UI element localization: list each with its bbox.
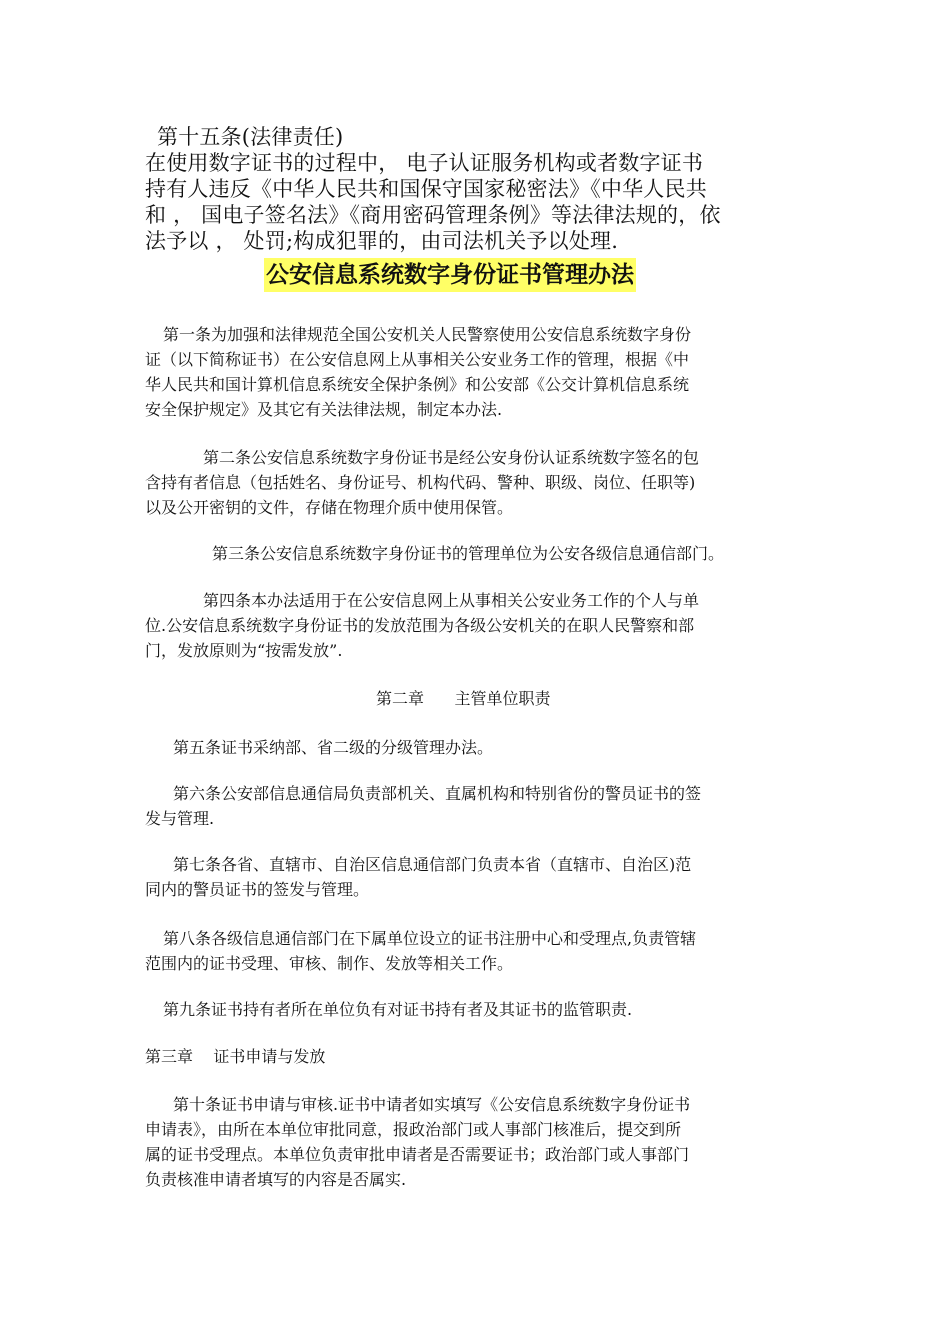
text-line: 发与管理. xyxy=(145,809,215,828)
article-1 xyxy=(163,322,691,347)
text-line: 第三条公安信息系统数字身份证书的管理单位为公安各级信息通信部门。 xyxy=(212,544,725,563)
text-line: 范围内的证书受理、审核、制作、发放等相关工作。 xyxy=(145,954,514,973)
article-2-cont xyxy=(145,470,695,520)
article-8-cont xyxy=(145,951,513,976)
article-9 xyxy=(163,997,632,1022)
text-line: 和 ， 国电子签名法》《商用密码管理条例》等法律法规的，依 xyxy=(145,203,721,227)
article-4-cont xyxy=(145,613,694,663)
text-line: 第十条证书申请与审核.证书中请者如实填写《公安信息系统数字身份证书 xyxy=(173,1095,691,1114)
article-10-cont xyxy=(145,1117,689,1192)
text-line: 法予以 ， 处罚;构成犯罪的，由司法机关予以处理. xyxy=(145,229,619,253)
text-line: 证（以下简称证书）在公安信息网上从事相关公安业务工作的管理，根据《中 xyxy=(145,350,690,369)
text-line: 第八条各级信息通信部门在下属单位设立的证书注册中心和受理点,负责管辖 xyxy=(163,929,697,948)
text-line: 第五条证书采纳部、省二级的分级管理办法。 xyxy=(173,738,494,757)
article-6 xyxy=(173,781,701,806)
text-line: 含持有者信息（包括姓名、身份证号、机构代码、警种、职级、岗位、任职等) xyxy=(145,473,696,492)
text-line: 第六条公安部信息通信局负责部机关、直属机构和特别省份的警员证书的签 xyxy=(173,784,702,803)
article-8 xyxy=(163,926,696,951)
text-line: 在使用数字证书的过程中， 电子认证服务机构或者数字证书 xyxy=(145,151,704,175)
article-3 xyxy=(212,541,724,566)
article-7-cont xyxy=(145,877,369,902)
chapter-3-heading: 第三章 证书申请与发放 xyxy=(145,1047,326,1066)
text-line: 第四条本办法适用于在公安信息网上从事相关公安业务工作的个人与单 xyxy=(203,591,700,610)
article-6-cont xyxy=(145,806,214,831)
text-line: 位.公安信息系统数字身份证书的发放范围为各级公安机关的在职人民警察和部 xyxy=(145,616,695,635)
text-line: 华人民共和国计算机信息系统安全保护条例》和公安部《公交计算机信息系统 xyxy=(145,375,690,394)
text-line: 负责核准申请者填写的内容是否属实. xyxy=(145,1170,407,1189)
text-line: 以及公开密钥的文件，存储在物理介质中使用保管。 xyxy=(145,498,514,517)
text-line: 第一条为加强和法律规范全国公安机关人民警察使用公安信息系统数字身份 xyxy=(163,325,692,344)
text-line: 门，发放原则为“按需发放”. xyxy=(145,641,343,660)
text-line: 第九条证书持有者所在单位负有对证书持有者及其证书的监管职责. xyxy=(163,1000,633,1019)
article-15-heading: 第十五条(法律责任) xyxy=(157,125,344,149)
text-line: 第二条公安信息系统数字身份证书是经公安身份认证系统数字签名的包 xyxy=(203,448,700,467)
document-title: 公安信息系统数字身份证书管理办法 xyxy=(264,258,636,292)
text-line: 申请表》，由所在本单位审批同意，报政治部门或人事部门核准后，提交到所 xyxy=(145,1120,682,1139)
text-line: 安全保护规定》及其它有关法律法规，制定本办法. xyxy=(145,400,503,419)
article-2 xyxy=(203,445,699,470)
chapter-2-heading: 第二章 主管单位职责 xyxy=(376,689,551,708)
article-5 xyxy=(173,735,493,760)
article-4 xyxy=(203,588,699,613)
article-1-cont xyxy=(145,347,689,422)
text-line: 持有人违反《中华人民共和国保守国家秘密法》《中华人民共 xyxy=(145,177,707,201)
text-line: 属的证书受理点。本单位负责审批申请者是否需要证书；政治部门或人事部门 xyxy=(145,1145,690,1164)
article-15-body xyxy=(145,150,721,254)
text-line: 第七条各省、直辖市、自治区信息通信部门负责本省（直辖市、自治区)范 xyxy=(173,855,692,874)
article-10 xyxy=(173,1092,690,1117)
text-line: 同内的警员证书的签发与管理。 xyxy=(145,880,370,899)
article-7 xyxy=(173,852,691,877)
